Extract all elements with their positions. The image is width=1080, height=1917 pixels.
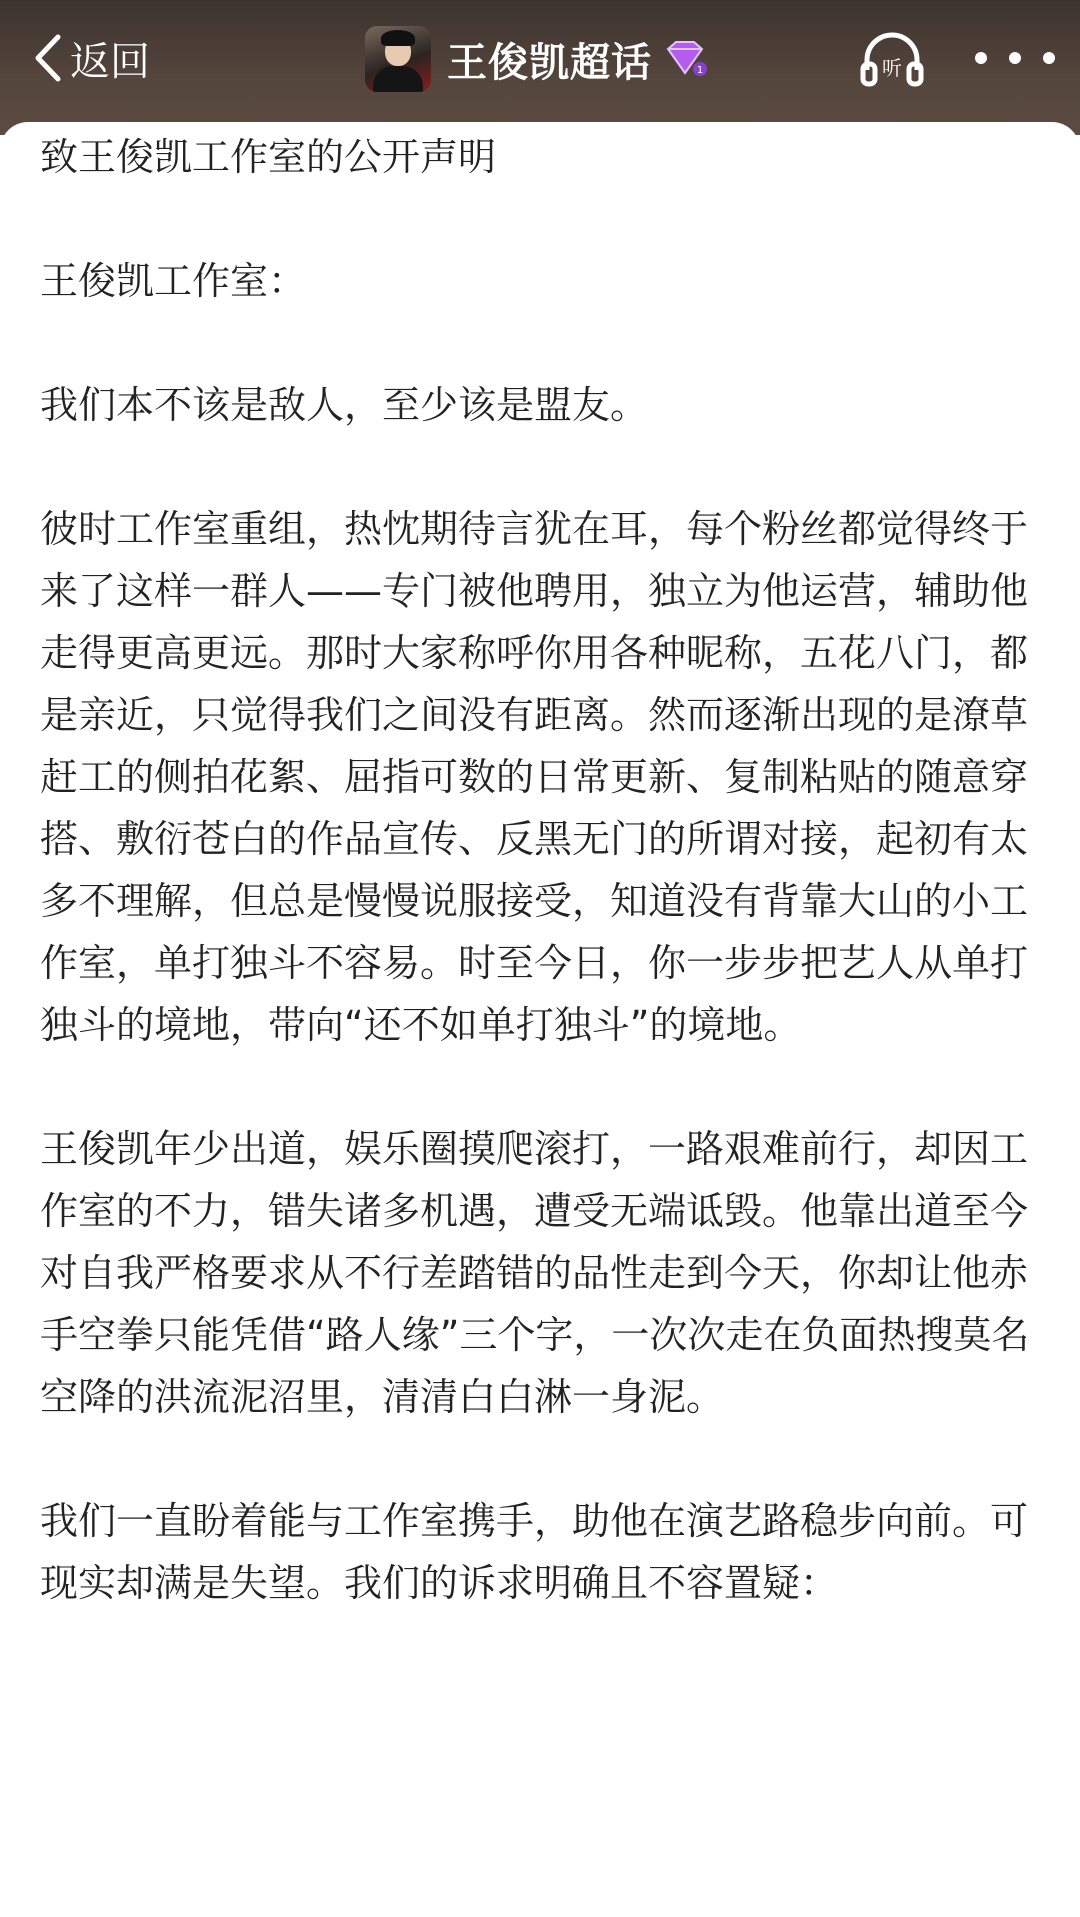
article-paragraph: 我们本不该是敌人，至少该是盟友。	[40, 383, 649, 427]
dot-icon	[1009, 52, 1021, 64]
page-title: 王俊凯超话	[447, 39, 652, 86]
listen-label: 听	[882, 56, 902, 80]
article-paragraph: 我们一直盼着能与工作室携手，助他在演艺路稳步向前。可现实却满是失望。我们的诉求明确且不容置疑：	[40, 1499, 1029, 1605]
back-label: 返回	[70, 38, 150, 85]
back-button[interactable]	[30, 28, 150, 88]
svg-text:1: 1	[696, 65, 704, 76]
watermark	[760, 1862, 1060, 1902]
top-nav-bar	[0, 0, 1080, 135]
chevron-left-icon	[30, 31, 64, 85]
diamond-badge-icon	[662, 39, 708, 79]
article-heading: 致王俊凯工作室的公开声明	[40, 135, 497, 179]
more-options-button[interactable]	[975, 40, 1055, 76]
article-paragraph: 王俊凯年少出道，娱乐圈摸爬滚打，一路艰难前行，却因工作室的不力，错失诸多机遇，遭受无端诋毁。他靠出道至今对自我严格要求从不行差踏错的品性走到今天，你却让他赤手空拳只能凭借“路人缘”三个字，一次次走在负面热搜莫名空降的洪流泥沼里，清清白白淋一身泥。	[40, 1127, 1030, 1419]
headphones-listen-icon[interactable]	[857, 28, 927, 88]
article-paragraph: 彼时工作室重组，热忱期待言犹在耳，每个粉丝都觉得终于来了这样一群人——专门被他聘用，独立为他运营，辅助他走得更高更远。那时大家称呼你用各种昵称，五花八门，都是亲近，只觉得我们之间没有距离。然而逐渐出现的是潦草赶工的侧拍花絮、屈指可数的日常更新、复制粘贴的随意穿搭、敷衍苍白的作品宣传、反黑无门的所谓对接，起初有太多不理解，但总是慢慢说服接受，知道没有背靠大山的小工作室，单打独斗不容易。时至今日，你一步步把艺人从单打独斗的境地，带向“还不如单打独斗”的境地。	[40, 507, 1029, 1047]
article-salutation: 王俊凯工作室：	[40, 259, 307, 303]
dot-icon	[975, 52, 987, 64]
avatar[interactable]	[365, 26, 431, 92]
dot-icon	[1043, 52, 1055, 64]
topic-title[interactable]	[365, 24, 708, 94]
article-body	[40, 126, 1050, 1614]
